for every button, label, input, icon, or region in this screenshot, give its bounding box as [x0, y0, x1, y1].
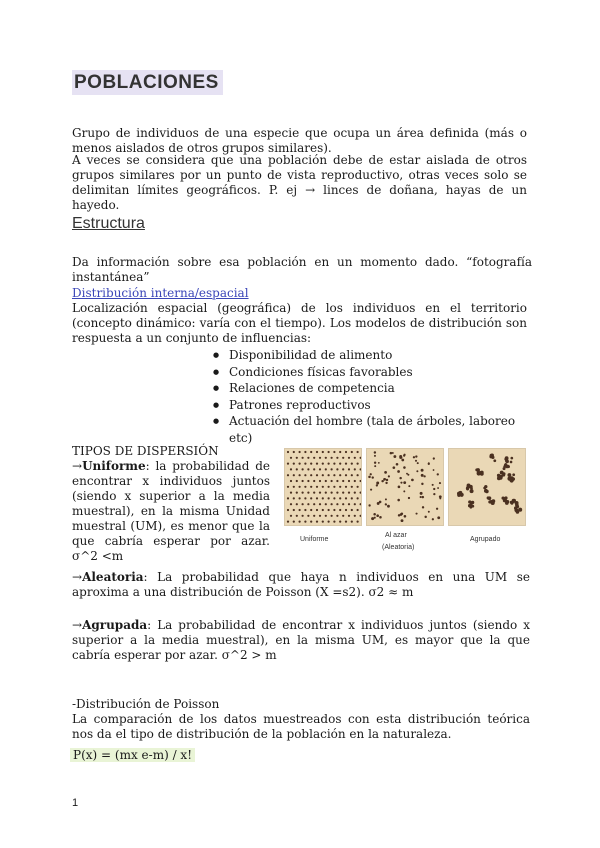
clumped-dots-image [449, 449, 525, 525]
estructura-text: Da información sobre esa población en un momento dado. “fotografía instantánea” [72, 255, 532, 284]
arrow-icon: → [72, 459, 83, 473]
list-item: ● Actuación del hombre (tala de árboles, laboreo etc) [213, 413, 533, 446]
uniforme-label: Uniforme [82, 459, 146, 473]
arrow-icon: → [72, 570, 83, 584]
intro-paragraph-2: A veces se considera que una población debe de estar aislada de otros grupos similares por un punto de vista reproductivo, otras veces solo se delimitan límites geográficos. P. ej → linces de doñana, hayas de un hayedo. [72, 153, 527, 212]
uniform-distribution-figure [284, 448, 362, 526]
page-number: 1 [72, 797, 79, 809]
agrupada-text: : La probabilidad de encontrar x individuos juntos (siendo x superior a la media muestral), en la misma UM, es mayor que la que cabría esperar por azar. σ^2 > m [72, 618, 530, 662]
distribucion-text: Localización espacial (geográfica) de los individuos en el territorio (concepto dinámico: varía con el tiempo). Los modelos de distribución son respuesta a un conjunto de influencias: [72, 301, 527, 345]
figure-label-uniforme: Uniforme [300, 536, 329, 543]
figure-label-agrupado: Agrupado [470, 536, 501, 543]
figure-label-aleatoria: (Aleatoria) [382, 544, 415, 551]
uniform-dots-image [285, 449, 361, 525]
agrupada-paragraph [72, 618, 530, 663]
aleatoria-paragraph [72, 570, 530, 600]
page-title: POBLACIONES [72, 70, 223, 95]
random-distribution-figure [366, 448, 444, 526]
agrupada-label: Agrupada [82, 618, 148, 632]
intro-paragraph-1: Grupo de individuos de una especie que ocupa un área definida (más o menos aislados de otros grupos similares). [72, 126, 527, 155]
figure-label-azar: Al azar [385, 532, 407, 539]
list-item: ● Patrones reproductivos [213, 397, 533, 414]
subheading-distribucion: Distribución interna/espacial [72, 286, 249, 300]
list-item: ● Relaciones de competencia [213, 380, 533, 397]
random-dots-image [367, 449, 443, 525]
poisson-heading: -Distribución de Poisson [72, 697, 220, 711]
poisson-formula [70, 744, 195, 763]
formula-text: P(x) = (mx e-m) / x! [70, 748, 195, 762]
aleatoria-label: Aleatoria [82, 570, 144, 584]
aleatoria-text: : La probabilidad que haya n individuos en una UM se aproxima a una distribución de Poisson (X =s2). σ2 ≈ m [72, 570, 530, 599]
poisson-text: La comparación de los datos muestreados con esta distribución teórica nos da el tipo de distribución de la población en la naturaleza. [72, 712, 530, 741]
tipos-heading: TIPOS DE DISPERSIÓN [72, 444, 219, 458]
arrow-icon: → [72, 618, 83, 632]
influencias-list [213, 347, 533, 446]
section-heading-estructura: Estructura [72, 215, 145, 232]
list-item: ● Condiciones físicas favorables [213, 364, 533, 381]
uniforme-paragraph [72, 459, 270, 564]
uniforme-text: : la probabilidad de encontrar x individuos juntos (siendo x superior a la media muestral), en la misma Unidad muestral (UM), es menor que la que cabría esperar por azar. σ^2 <m [72, 459, 270, 563]
clumped-distribution-figure [448, 448, 526, 526]
list-item: ● Disponibilidad de alimento [213, 347, 533, 364]
